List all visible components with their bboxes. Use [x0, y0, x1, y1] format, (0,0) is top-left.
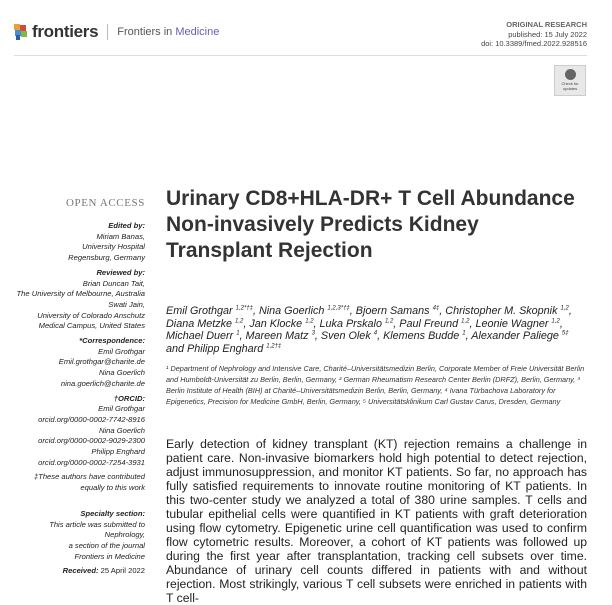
article-type: ORIGINAL RESEARCH: [506, 20, 587, 29]
published-date: published: 15 July 2022: [508, 29, 587, 39]
author-affiliation-marks: 1,2†‡: [266, 343, 282, 350]
article-meta: [481, 20, 587, 49]
orcid-label: †ORCID:: [113, 393, 145, 403]
equal-contribution-note: equally to this work: [80, 483, 145, 493]
editor-line: University Hospital: [82, 242, 145, 252]
correspondence-email[interactable]: nina.goerlich@charite.de: [60, 378, 145, 388]
author[interactable]: Mareen Matz $^3$: [245, 330, 315, 343]
author-conjunction: and: [166, 342, 188, 355]
orcid-link[interactable]: orcid.org/0000-0002-7254-3931: [38, 457, 145, 467]
reviewer-line: Brian Duncan Tait,: [82, 278, 145, 288]
specialty-line: This article was submitted to: [49, 519, 145, 529]
author-affiliation-marks: 1: [462, 330, 466, 337]
author-affiliation-marks: 4‡: [432, 305, 440, 312]
correspondence-line: Nina Goerlich: [98, 368, 145, 378]
author[interactable]: Christopher M. Skopnik $^{1,2}$: [445, 305, 569, 317]
journal-prefix: Frontiers in: [117, 26, 176, 38]
author[interactable]: Diana Metzke $^{1,2}$: [166, 317, 244, 330]
author-affiliation-marks: 1,2,3*†‡: [327, 305, 350, 312]
author[interactable]: Paul Freund $^{1,2}$: [399, 317, 470, 330]
received-label: Received:: [62, 566, 99, 576]
reviewer-line: University of Colorado Anschutz: [37, 310, 145, 320]
correspondence-label: *Correspondence:: [79, 336, 145, 346]
author-affiliation-marks: 1,2: [305, 318, 314, 324]
journal-field: Medicine: [175, 26, 220, 38]
frontiers-logo-icon: [14, 24, 28, 40]
received-date: 25 April 2022: [100, 566, 145, 576]
edited-by-label: Edited by:: [108, 221, 145, 230]
specialty-label: Specialty section:: [80, 508, 145, 518]
doi[interactable]: doi: 10.3389/fmed.2022.928516: [481, 39, 587, 48]
affiliations: ¹ Department of Nephrology and Intensive Care, Charité–Universitätsmedizin Berlin, Corporate Member of Freie Universität Berlin and Humboldt-Universität zu Berlin, Berlin, Germany, ² German Rheumatism Research Center Berlin (DRFZ), Berlin, Germany, ³ Berlin Institute of Health (BIH) at Charité–Universitätsmedizin Berlin, Berlin, Germany, ⁴ Ivana Türbachova Laboratory for Epigenetics, Precision for Medicine GmbH, Berlin, Germany, ⁵ Universitätsklinikum Carl Gustav Carus, Dresden, Germany: [166, 364, 585, 406]
reviewer-line: The University of Melbourne, Australia: [16, 289, 145, 299]
specialty-line: a section of the journal: [68, 540, 145, 550]
editor-line: Regensburg, Germany: [68, 253, 145, 263]
reviewer-line: Swati Jain,: [108, 299, 145, 309]
brand-name: frontiers: [32, 22, 99, 41]
header-divider: [14, 55, 587, 56]
abstract: Early detection of kidney transplant (KT) rejection remains a challenge in patient care. Non-invasive biomarkers hold high potential to detect rejection, adjust immunosuppression, and monitor KT patients. So far, no approach has fully satisfied requirements to innovate routine monitoring of KT patients. In this two-center study we analyzed a total of 380 urine samples. T cells and tubular epithelial cells were quantified in KT patients with graft deterioration using flow cytometry. Epigenetic urine cell quantification was used to confirm flow cytometric results. Moreover, a cohort of KT patients was followed up during the first year after transplantation, tracking cell subsets over time. Abundance of urinary cell counts differed in patients with and without rejection. Most strikingly, various T cell subsets were enriched in patients with T cell-: [166, 437, 587, 605]
author-affiliation-marks: 1,2: [560, 305, 569, 312]
badge-line1: Check for: [561, 81, 579, 86]
author[interactable]: Alexander Paliege $^{5\ddagger}$: [471, 330, 569, 343]
bookmark-icon: [565, 69, 576, 80]
author-affiliation-marks: 3: [311, 330, 315, 337]
author[interactable]: Nina Goerlich $^{1,2,3*\dagger\ddagger}$: [258, 305, 350, 317]
specialty-line: Frontiers in Medicine: [74, 551, 145, 561]
badge-line2: updates: [562, 85, 578, 91]
orcid-link[interactable]: orcid.org/0000-0002-9029-2300: [38, 436, 145, 446]
journal-name: [117, 26, 219, 38]
author-affiliation-marks: 1,2: [551, 318, 560, 324]
correspondence-email[interactable]: Emil.grothgar@charite.de: [58, 357, 145, 367]
orcid-name: Philipp Enghard: [91, 447, 145, 457]
sidebar: [0, 197, 145, 577]
reviewer-line: Medical Campus, United States: [38, 321, 145, 331]
correspondence-line: Emil Grothgar: [98, 346, 145, 356]
author[interactable]: Sven Olek $^4$: [320, 330, 378, 343]
author[interactable]: Jan Klocke $^{1,2}$: [249, 317, 314, 330]
open-access-label: OPEN ACCESS: [65, 197, 145, 209]
author-affiliation-marks: 4: [373, 330, 378, 337]
author-affiliation-marks: 1,2*†‡: [235, 305, 253, 312]
orcid-name: Nina Goerlich: [98, 425, 145, 435]
author-affiliation-marks: 1: [236, 330, 240, 337]
orcid-name: Emil Grothgar: [98, 404, 145, 414]
received-line: [0, 566, 145, 577]
author-affiliation-marks: 5‡: [561, 330, 569, 337]
equal-contribution-note: ‡These authors have contributed: [33, 472, 145, 482]
author[interactable]: Klemens Budde $^1$: [383, 330, 466, 343]
author[interactable]: Bjoern Samans $^{4\ddagger}$: [355, 305, 440, 317]
author[interactable]: Leonie Wagner $^{1,2}$: [475, 317, 560, 330]
frontiers-logo[interactable]: [14, 22, 219, 42]
author-list: Emil Grothgar $^{1,2*\dagger\ddagger}$, Nina Goerlich $^{1,2,3*\dagger\ddagger}$, Bjoern Samans $^{4\ddagger}$, Christopher M. Skopnik $^{1,2}$, Diana Metzke $^{1,2}$, Jan Klocke $^{1,2}$, Luka Prskalo $^{1,2}$, Paul Freund $^{1,2}$, Leonie Wagner $^{1,2}$, Michael Duerr $^1$, Mareen Matz $^3$, Sven Olek $^4$, Klemens Budde $^1$, Alexander Paliege $^{5\ddagger}$ and Philipp Enghard $^{1,2\dagger\ddagger}$: [166, 305, 572, 355]
author-affiliation-marks: 1,2: [235, 318, 244, 324]
check-for-updates-badge[interactable]: [554, 65, 586, 96]
orcid-link[interactable]: orcid.org/0000-0002-7742-8916: [38, 414, 145, 424]
author-affiliation-marks: 1,2: [461, 318, 470, 324]
author[interactable]: Emil Grothgar $^{1,2*\dagger\ddagger}$: [166, 305, 253, 317]
logo-divider: [107, 24, 108, 40]
author[interactable]: Philipp Enghard $^{1,2\dagger\ddagger}$: [187, 342, 282, 355]
editor-line: Miriam Banas,: [96, 231, 145, 241]
author[interactable]: Luka Prskalo $^{1,2}$: [319, 317, 394, 330]
author-affiliation-marks: 1,2: [384, 318, 394, 324]
reviewed-by-label: Reviewed by:: [96, 267, 145, 277]
specialty-line: Nephrology,: [104, 530, 145, 540]
author[interactable]: Michael Duerr $^1$: [166, 330, 240, 343]
article-title: Urinary CD8+HLA-DR+ T Cell Abundance Non-invasively Predicts Kidney Transplant Rejection: [166, 187, 575, 262]
